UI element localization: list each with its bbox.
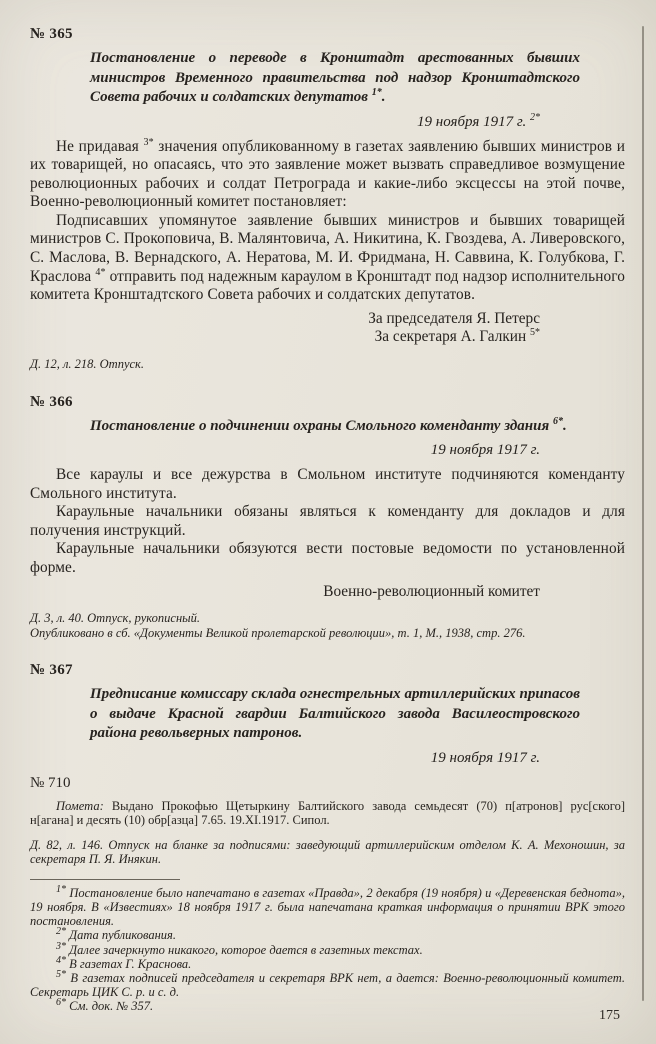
archive-note: Опубликовано в сб. «Документы Великой пролетарской революции», т. 1, М., 1938, стр. 276. bbox=[30, 625, 526, 640]
signature: Военно-революционный комитет bbox=[323, 582, 540, 600]
paragraph bbox=[30, 138, 625, 212]
footnote bbox=[30, 940, 625, 957]
footnote-ref-5: 5* bbox=[530, 327, 540, 339]
doc-title: Предписание комиссару склада огнестрельных артиллерийских припасов о выдаче Красной гвардии Балтийского завода Василеостровского района револьверных патронов. bbox=[90, 686, 580, 742]
archive-note: Д. 12, л. 218. Отпуск. bbox=[30, 357, 145, 372]
footnote-marker: 3* bbox=[56, 940, 66, 952]
doc-number: № 367 bbox=[30, 662, 73, 679]
footnote-text: Постановление было напечатано в газетах «Правда», 2 декабря (19 ноября) и «Деревенская беднота», 19 ноября. В «Известиях» 18 ноября 1917 г. была напечатана краткая информация о принятии ВРК этого постановления. bbox=[30, 885, 626, 929]
doc-date: 19 ноября 1917 г. bbox=[430, 749, 540, 766]
paragraph-text: Не придавая bbox=[56, 137, 139, 155]
paragraph: Караульные начальники обязуются вести постовые ведомости по установленной форме. bbox=[30, 540, 625, 576]
footnote-ref-1: 1* bbox=[371, 87, 382, 98]
footnote-ref-3: 3* bbox=[143, 136, 154, 148]
footnote bbox=[30, 999, 625, 1013]
footnote bbox=[30, 928, 625, 942]
paragraph: Караульные начальники обязаны являться к коменданту для докладов и для получения инструкций. bbox=[30, 503, 625, 539]
footnote-text: В газетах подписей председателя и секретаря ВРК нет, а дается: Военно-революционный комитет. Секретарь ЦИК С. р. и с. д. bbox=[30, 970, 625, 1000]
signature bbox=[30, 310, 540, 329]
doc-title bbox=[90, 417, 580, 437]
doc-title-period: . bbox=[381, 89, 386, 105]
footnote-text: В газетах Г. Краснова. bbox=[69, 956, 192, 971]
doc-date: 19 ноября 1917 г. bbox=[430, 442, 540, 459]
footnote-marker: 1* bbox=[56, 883, 66, 895]
footnote-marker: 4* bbox=[56, 954, 66, 966]
archive-note: Д. 82, л. 146. Отпуск на бланке за подписями: заведующий артиллерийским отделом К. А. Мехоношин, за секретаря П. Я. Инякин. bbox=[30, 837, 625, 867]
footnote bbox=[30, 954, 625, 971]
doc-date-text: 19 ноября 1917 г. bbox=[417, 113, 527, 130]
signature bbox=[30, 328, 540, 347]
doc-title-text: Постановление о переводе в Кронштадт арестованных бывших министров Временного правительства под надзор Кронштадтского Совета рабочих и солдатских депутатов bbox=[90, 50, 580, 105]
footnote bbox=[30, 968, 625, 1000]
paragraph-text: Подписавших упомянутое заявление бывших министров и бывших товарищей министров С. Прокоповича, В. Малянтовича, А. Никитина, К. Гвоздева, А. Ливеровского, С. Маслова, В. Вернадского, А. Нератова, М. И. Фридмана, Н. Саввина, К. Голубкова, Г. Краслова bbox=[30, 211, 625, 285]
pometa-note bbox=[30, 799, 625, 828]
doc-number: № 365 bbox=[30, 26, 73, 42]
archive-note: Д. 3, л. 40. Отпуск, рукописный. bbox=[30, 611, 200, 626]
signature-text: За секретаря А. Галкин bbox=[374, 328, 527, 346]
footnote-ref-4: 4* bbox=[95, 266, 106, 278]
pometa-text: Выдано Прокофью Щетыркину Балтийского завода семьдесят (70) п[атронов] рус[ского] н[агана] и десять (10) обр[азца] 7.65. 19.XI.1917. Сипол. bbox=[30, 798, 625, 828]
pometa-label: Помета: bbox=[56, 798, 104, 813]
footnote-text: Далее зачеркнуто никакого, которое дается в газетных текстах. bbox=[69, 942, 423, 957]
doc-order-number: № 710 bbox=[30, 774, 71, 791]
paragraph-text: значения опубликованному в газетах заявлению бывших министров и их товарищей, но опасаясь, что это заявление может вызвать справедливое возмущение революционных рабочих и солдат Петрограда и какие-либо эксцессы на этой почве, Военно-революционный комитет постановляет: bbox=[30, 137, 625, 211]
document-367 bbox=[30, 662, 625, 867]
footnote-marker: 2* bbox=[56, 926, 66, 938]
footnotes-section bbox=[30, 879, 625, 1014]
paragraph bbox=[30, 212, 625, 305]
footnote bbox=[30, 883, 626, 929]
page-number: 175 bbox=[599, 1008, 620, 1023]
footnote-marker: 5* bbox=[56, 968, 66, 980]
paragraph: Все караулы и все дежурства в Смольном институте подчиняются коменданту Смольного института. bbox=[30, 466, 625, 502]
footnote-marker: 6* bbox=[56, 997, 66, 1009]
page-edge-artifact bbox=[642, 26, 644, 1001]
document-366 bbox=[30, 394, 625, 641]
footnote-ref-2: 2* bbox=[530, 111, 540, 123]
document-365 bbox=[30, 26, 625, 372]
doc-title-period: . bbox=[562, 417, 567, 434]
footnote-text: См. док. № 357. bbox=[69, 999, 154, 1014]
doc-date bbox=[30, 113, 540, 132]
footnote-separator bbox=[30, 879, 180, 880]
paragraph-text: отправить под надежным караулом в Кронштадт под надзор исполнительного комитета Кронштадтского Совета рабочих и солдатских депутатов. bbox=[30, 267, 625, 304]
footnote-ref-6: 6* bbox=[552, 415, 563, 427]
footnote-text: Дата публикования. bbox=[69, 928, 176, 943]
doc-title bbox=[90, 49, 580, 108]
doc-title-text: Постановление о подчинении охраны Смольного коменданту здания bbox=[90, 417, 550, 434]
doc-number: № 366 bbox=[30, 393, 73, 410]
signature-text: За председателя Я. Петерс bbox=[368, 309, 540, 327]
